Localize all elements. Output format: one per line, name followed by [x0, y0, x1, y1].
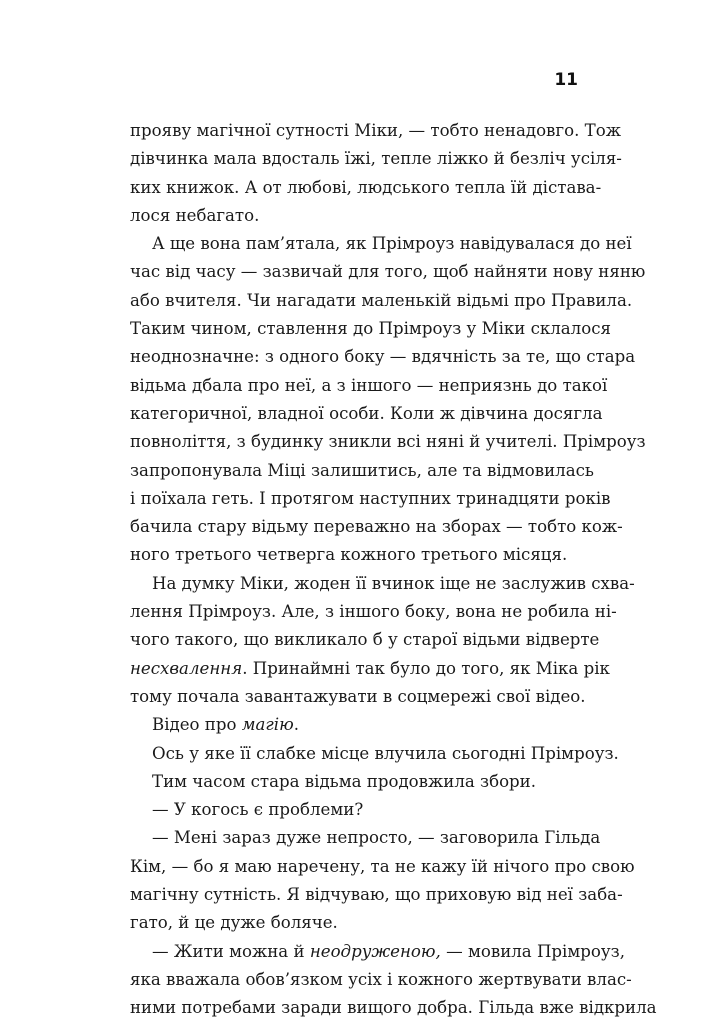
page-number: 11 — [554, 70, 578, 90]
text-line: час від часу — зазвичай для того, щоб найняти нову няню — [130, 262, 646, 282]
text-line: чого такого, що викликало б у старої відьми відверте — [130, 630, 600, 650]
text-line: відьма дбала про неї, а з іншого — неприязнь до такої — [130, 375, 608, 395]
text-line: неоднозначне: з одного боку — вдячність за те, що стара — [130, 347, 636, 367]
text-line: лося небагато. — [130, 205, 260, 225]
text-line: гато, й це дуже боляче. — [130, 913, 338, 933]
text-line: — Жити можна й неодруженою, — мовила Прімроуз, — [152, 941, 625, 961]
text-line: ких книжок. А от любові, людського тепла їй дістава- — [130, 177, 602, 197]
text-line: магічну сутність. Я відчуваю, що приховую від неї заба- — [130, 885, 623, 905]
text-line: і поїхала геть. І протягом наступних тринадцяти років — [130, 488, 611, 508]
italic-emphasis: несхвалення — [130, 658, 243, 678]
text-line: На думку Міки, жоден її вчинок іще не заслужив схва- — [152, 573, 635, 593]
text-line: — Мені зараз дуже непросто, — заговорила Гільда — [152, 828, 601, 848]
text-line: А ще вона пам’ятала, як Прімроуз навідувалася до неї — [152, 234, 632, 254]
text-line: або вчителя. Чи нагадати маленькій відьмі про Правила. — [130, 290, 633, 310]
italic-emphasis: неодруженою, — [309, 941, 441, 961]
text-line: дівчинка мала вдосталь їжі, тепле ліжко й безліч усіля- — [130, 149, 622, 169]
body-text — [130, 117, 657, 1023]
text-line: ного третього четверга кожного третього місяця. — [130, 545, 568, 565]
text-line: Відео про магію. — [152, 715, 299, 735]
text-line: лення Прімроуз. Але, з іншого боку, вона не робила ні- — [130, 602, 617, 622]
text-line: Кім, — бо я маю наречену, та не кажу їй нічого про свою — [130, 856, 635, 876]
text-line: повноліття, з будинку зникли всі няні й учителі. Прімроуз — [130, 432, 646, 452]
text-line: Таким чином, ставлення до Прімроуз у Міки склалося — [130, 319, 611, 339]
text-line: несхвалення. Принаймні так було до того, як Міка рік — [130, 658, 610, 678]
text-line: ними потребами заради вищого добра. Гільда вже відкрила — [130, 998, 657, 1018]
text-line: запропонувала Міці залишитись, але та відмовилась — [130, 460, 594, 480]
text-line: тому почала завантажувати в соцмережі свої відео. — [130, 686, 586, 706]
text-line: Ось у яке її слабке місце влучила сьогодні Прімроуз. — [152, 743, 619, 763]
text-line: яка вважала обов’язком усіх і кожного жертвувати влас- — [130, 969, 632, 989]
text-line: бачила стару відьму переважно на зборах — тобто кож- — [130, 517, 623, 537]
text-line: Тим часом стара відьма продовжила збори. — [152, 771, 537, 791]
text-line: прояву магічної сутності Міки, — тобто ненадовго. Тож — [130, 121, 621, 140]
text-line: категоричної, владної особи. Коли ж дівчина досягла — [130, 403, 603, 423]
italic-emphasis: магію — [241, 715, 294, 735]
text-line: — У когось є проблеми? — [152, 800, 364, 820]
